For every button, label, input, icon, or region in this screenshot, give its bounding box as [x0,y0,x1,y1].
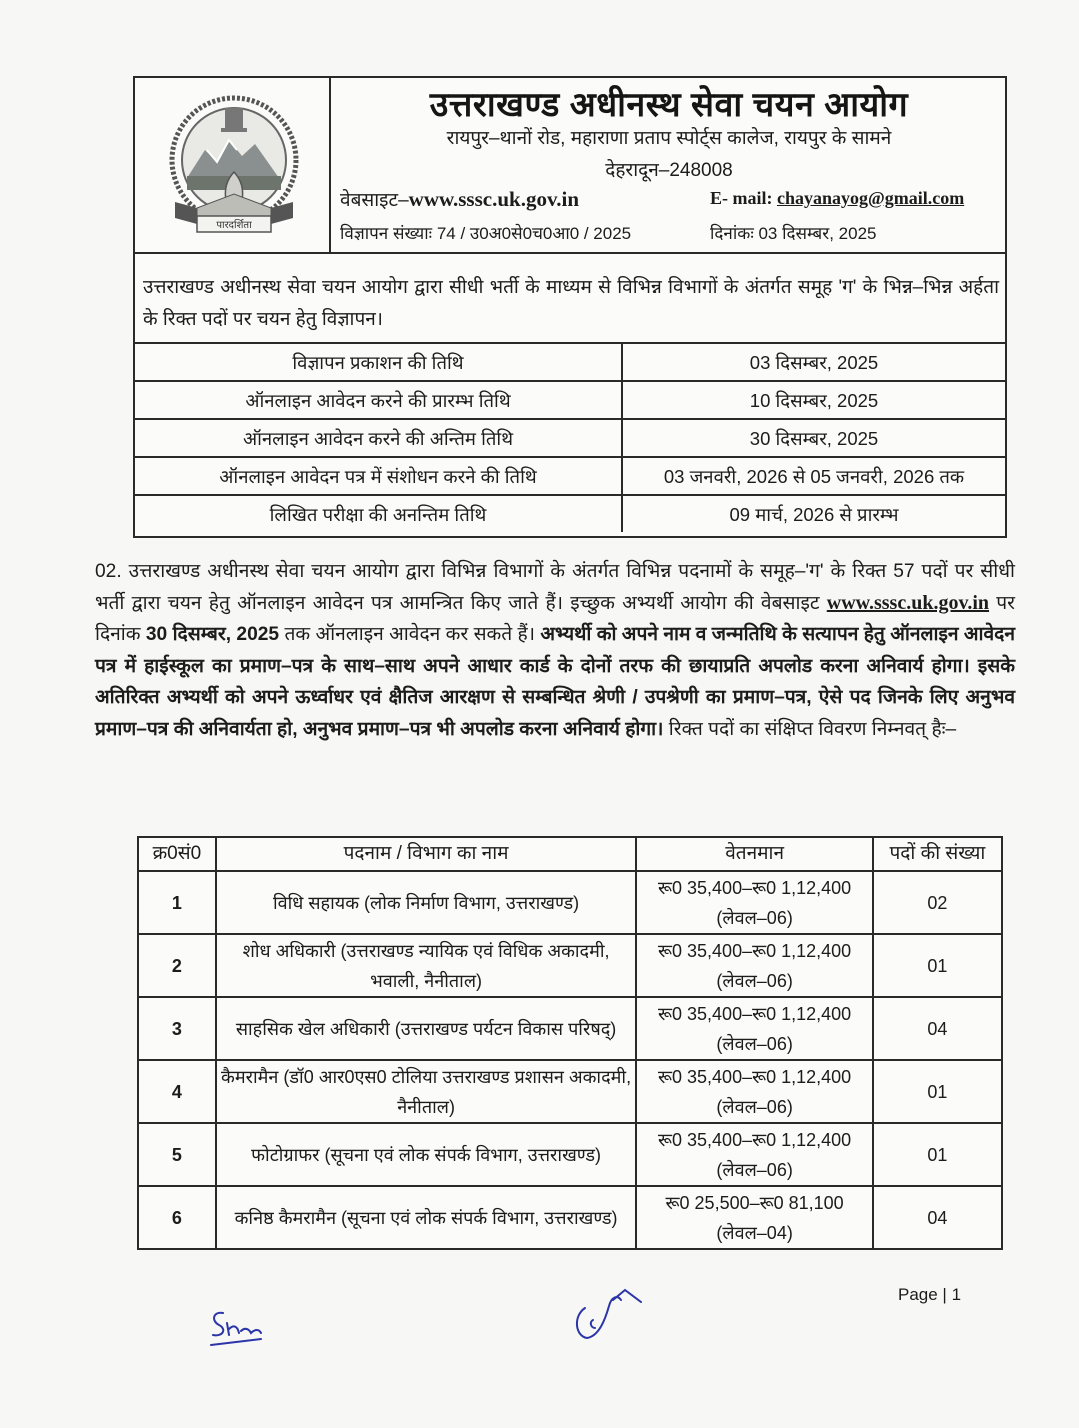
email-label: E- mail: [710,188,777,208]
pay-level: (लेवल–06) [716,907,793,928]
pay-scale [636,1123,872,1186]
signature-center-icon [565,1280,655,1350]
post-name: साहसिक खेल अधिकारी (उत्तराखण्ड पर्यटन विकास परिषद्) [216,997,637,1060]
paragraph-text-3: तक ऑनलाइन आवेदन कर सकते हैं। [279,624,541,645]
post-count: 01 [873,934,1002,997]
vacancy-table [137,836,1003,1250]
serial-number: 5 [138,1123,216,1186]
date-row [135,381,1005,419]
logo-motto: पारदर्शिता [216,220,252,231]
pay-range: रू0 35,400–रू0 1,12,400 [658,940,852,961]
vacancy-row [138,871,1002,934]
vacancy-row [138,1060,1002,1123]
paragraph-02 [95,556,1015,745]
pay-level: (लेवल–06) [716,1096,793,1117]
pay-level: (लेवल–04) [716,1222,793,1243]
post-name: कनिष्ठ कैमरामैन (सूचना एवं लोक संपर्क विभाग, उत्तराखण्ड) [216,1186,637,1249]
paragraph-text-2: पर दिनांक [95,592,1015,645]
paragraph-number: 02. [95,561,122,582]
serial-number: 3 [138,997,216,1060]
intro-text: उत्तराखण्ड अधीनस्थ सेवा चयन आयोग द्वारा सीधी भर्ती के माध्यम से विभिन्न विभागों के अंतर्गत समूह 'ग' के भिन्न–भिन्न अर्हता के रिक्त पदों पर चयन हेतु विज्ञापन। [143,277,999,330]
pay-scale [636,997,872,1060]
pay-range: रू0 25,500–रू0 81,100 [665,1192,844,1213]
post-name: शोध अधिकारी (उत्तराखण्ड न्यायिक एवं विधिक अकादमी, भवाली, नैनीताल) [216,934,637,997]
date-row [135,457,1005,495]
post-count: 04 [873,1186,1002,1249]
pay-level: (लेवल–06) [716,1159,793,1180]
post-count: 04 [873,997,1002,1060]
pay-range: रू0 35,400–रू0 1,12,400 [658,877,852,898]
header-post-count: पदों की संख्या [873,837,1002,871]
pay-scale [636,1060,872,1123]
date-label: ऑनलाइन आवेदन करने की प्रारम्भ तिथि [135,381,622,419]
date-value: 09 मार्च, 2026 से प्रारम्भ [622,495,1005,532]
post-name: फोटोग्राफर (सूचना एवं लोक संपर्क विभाग, उत्तराखण्ड) [216,1123,637,1186]
vacancy-row [138,934,1002,997]
pay-range: रू0 35,400–रू0 1,12,400 [658,1003,852,1024]
date-label: ऑनलाइन आवेदन पत्र में संशोधन करने की तिथि [135,457,622,495]
pay-range: रू0 35,400–रू0 1,12,400 [658,1129,852,1150]
pay-scale [636,934,872,997]
website-link[interactable]: www.sssc.uk.gov.in [408,187,580,211]
organization-city: देहरादून–248008 [605,160,733,181]
date-label: लिखित परीक्षा की अनन्तिम तिथि [135,495,622,532]
paragraph-website-link[interactable]: www.sssc.uk.gov.in [826,591,990,614]
post-name: विधि सहायक (लोक निर्माण विभाग, उत्तराखण्ड) [216,871,637,934]
date-label: विज्ञापन प्रकाशन की तिथि [135,343,622,381]
header-serial: क्र0सं0 [138,837,216,871]
important-dates-box [133,254,1007,538]
advertisement-date: दिनांकः 03 दिसम्बर, 2025 [710,224,877,243]
upload-instructions-bold: अभ्यर्थी को अपने नाम व जन्मतिथि के सत्यापन हेतु ऑनलाइन आवेदन पत्र में हाईस्कूल का प्रमाण–पत्र के साथ–साथ अपने आधार कार्ड के दोनों तरफ की छायाप्रति अपलोड करना अनिवार्य होगा। इसके अतिरिक्त अभ्यर्थी को अपने ऊर्ध्वाधर एवं क्षैतिज आरक्षण से सम्बन्धित श्रेणी / उपश्रेणी का प्रमाण–पत्र, ऐसे पद जिनके लिए अनुभव प्रमाण–पत्र की अनिवार्यता हो, अनुभव प्रमाण–पत्र भी अपलोड करना अनिवार्य होगा। [95,624,1015,740]
advertisement-number: विज्ञापन संख्याः 74 / उ0अ0से0च0आ0 / 2025 [340,224,632,243]
post-count: 01 [873,1123,1002,1186]
date-value: 10 दिसम्बर, 2025 [622,381,1005,419]
vacancy-row [138,997,1002,1060]
pay-scale [636,1186,872,1249]
website-line [340,186,579,212]
post-count: 01 [873,1060,1002,1123]
page-number: Page | 1 [898,1285,962,1304]
website-label: वेबसाइट– [340,190,409,211]
vacancy-row [138,1123,1002,1186]
serial-number: 2 [138,934,216,997]
post-name: कैमरामैन (डॉ0 आर0एस0 टोलिया उत्तराखण्ड प्रशासन अकादमी, नैनीताल) [216,1060,637,1123]
date-value: 03 दिसम्बर, 2025 [622,343,1005,381]
post-count: 02 [873,871,1002,934]
letterhead [133,76,1007,254]
serial-number: 1 [138,871,216,934]
vacancy-table-header [138,837,1002,871]
signature-left-icon [205,1305,275,1350]
paragraph-text-4: रिक्त पदों का संक्षिप्त विवरण निम्नवत् हैः– [663,718,957,740]
paragraph-text-1: उत्तराखण्ड अधीनस्थ सेवा चयन आयोग द्वारा विभिन्न विभागों के अंतर्गत विभिन्न पदनामों के समूह–'ग' के रिक्त 57 पदों पर सीधी भर्ती द्वारा चयन हेतु ऑनलाइन आवेदन पत्र आमन्त्रित किए जाते हैं। इच्छुक अभ्यर्थी आयोग की वेबसाइट [95,561,1015,614]
date-row [135,419,1005,457]
pay-level: (लेवल–06) [716,1033,793,1054]
last-date-bold: 30 दिसम्बर, 2025 [145,624,280,645]
organization-title: उत्तराखण्ड अधीनस्थ सेवा चयन आयोग [429,86,909,124]
date-value: 30 दिसम्बर, 2025 [622,419,1005,457]
date-row [135,343,1005,381]
organization-address: रायपुर–थानों रोड, महाराणा प्रताप स्पोर्ट्स कालेज, रायपुर के सामने [446,128,892,149]
commission-emblem-icon [167,90,302,242]
date-value: 03 जनवरी, 2026 से 05 जनवरी, 2026 तक [622,457,1005,495]
vacancy-row [138,1186,1002,1249]
pay-range: रू0 35,400–रू0 1,12,400 [658,1066,852,1087]
email-link[interactable]: chayanayog@gmail.com [777,188,965,208]
pay-scale [636,871,872,934]
logo-cell [135,78,331,252]
serial-number: 4 [138,1060,216,1123]
date-label: ऑनलाइन आवेदन करने की अन्तिम तिथि [135,419,622,457]
pay-level: (लेवल–06) [716,970,793,991]
date-row [135,495,1005,532]
header-post-name: पदनाम / विभाग का नाम [216,837,637,871]
email-line [710,188,964,209]
header-pay-scale: वेतनमान [636,837,872,871]
important-dates-table [135,342,1005,532]
serial-number: 6 [138,1186,216,1249]
